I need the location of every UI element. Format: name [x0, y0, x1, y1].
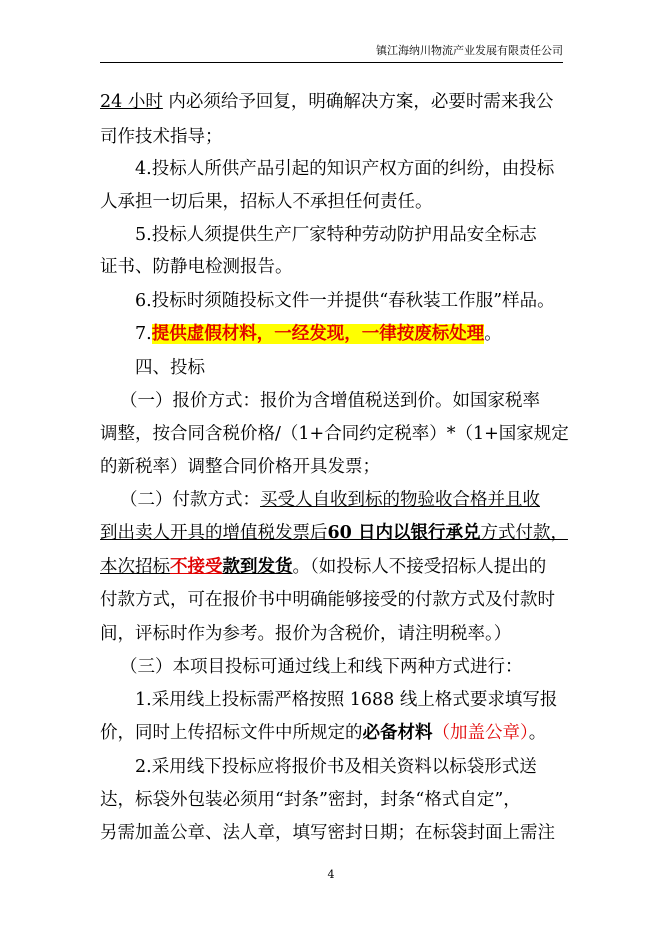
- text-line: [120, 488, 540, 512]
- text-line: 间，评标时作为参考。报价为含税价，请注明税率。）: [100, 624, 512, 644]
- bold-text: 必备材料: [362, 723, 433, 743]
- text-line: 5.投标人须提供生产厂家特种劳动防护用品安全标志: [135, 225, 537, 245]
- text-segment: 价，同时上传招标文件中所规定的: [100, 723, 363, 743]
- text-segment: 。: [484, 324, 502, 344]
- page-number: 4: [327, 868, 335, 881]
- text-segment: 7.: [135, 324, 152, 344]
- red-text: （加盖公章）: [432, 723, 529, 743]
- text-line: [100, 90, 553, 114]
- text-segment: 。（如投标人不接受招标人提出的: [292, 557, 547, 577]
- text-line: 的新税率）调整合同价格开具发票；: [100, 457, 380, 477]
- text-line: （三）本项目投标可通过线上和线下两种方式进行：: [120, 657, 523, 677]
- text-line: [100, 521, 568, 545]
- text-line: [135, 322, 502, 346]
- text-line: 证书、防静电检测报告。: [100, 257, 293, 277]
- underlined-hours: 24 小时: [100, 92, 163, 112]
- text-line: 2.采用线下投标应将报价书及相关资料以标袋形式送: [135, 757, 537, 777]
- text-line: 4.投标人所供产品引起的知识产权方面的纠纷，由投标: [135, 159, 555, 179]
- text-line: [100, 721, 546, 745]
- text-line: 付款方式，可在报价书中明确能够接受的付款方式及付款时: [100, 590, 555, 610]
- text-segment: （二）付款方式：: [120, 490, 260, 510]
- section-heading: 四、投标: [135, 358, 205, 378]
- page-header-company: 镇江海纳川物流产业发展有限责任公司: [100, 42, 563, 63]
- text-line: 调整，按合同含税价格/（1+合同约定税率）*（1+国家规定: [100, 424, 569, 444]
- red-bold-text: 不接受: [170, 557, 223, 577]
- bold-underlined-text: 60 日内以银行承兑: [327, 523, 481, 543]
- bold-underlined-text: 款到发货: [222, 557, 293, 577]
- underlined-text: 到出卖人开具的增值税发票后: [100, 523, 328, 543]
- highlighted-warning: 提供虚假材料，一经发现，一律按废标处理: [151, 324, 485, 344]
- text-line: 司作技术指导；: [100, 127, 223, 147]
- text-line: 1.采用线上投标需严格按照 1688 线上格式要求填写报: [135, 690, 558, 710]
- text-line: 6.投标时须随投标文件一并提供“春秋装工作服”样品。: [135, 291, 555, 311]
- text-segment: 内必须给予回复，明确解决方案，必要时需来我公: [168, 92, 554, 112]
- underlined-text: 方式付款，: [480, 523, 568, 543]
- text-line: 人承担一切后果，招标人不承担任何责任。: [100, 192, 433, 212]
- text-segment: 。: [528, 723, 547, 743]
- text-line: [100, 555, 546, 579]
- underlined-text: 本次招标: [100, 557, 170, 577]
- text-line: 另需加盖公章、法人章，填写密封日期；在标袋封面上需注: [100, 823, 555, 843]
- text-line: 达，标袋外包装必须用“封条”密封，封条“格式自定”，: [100, 790, 521, 810]
- underlined-text: 买受人自收到标的物验收合格并且收: [260, 490, 540, 510]
- text-line: （一）报价方式：报价为含增值税送到价。如国家税率: [120, 391, 540, 411]
